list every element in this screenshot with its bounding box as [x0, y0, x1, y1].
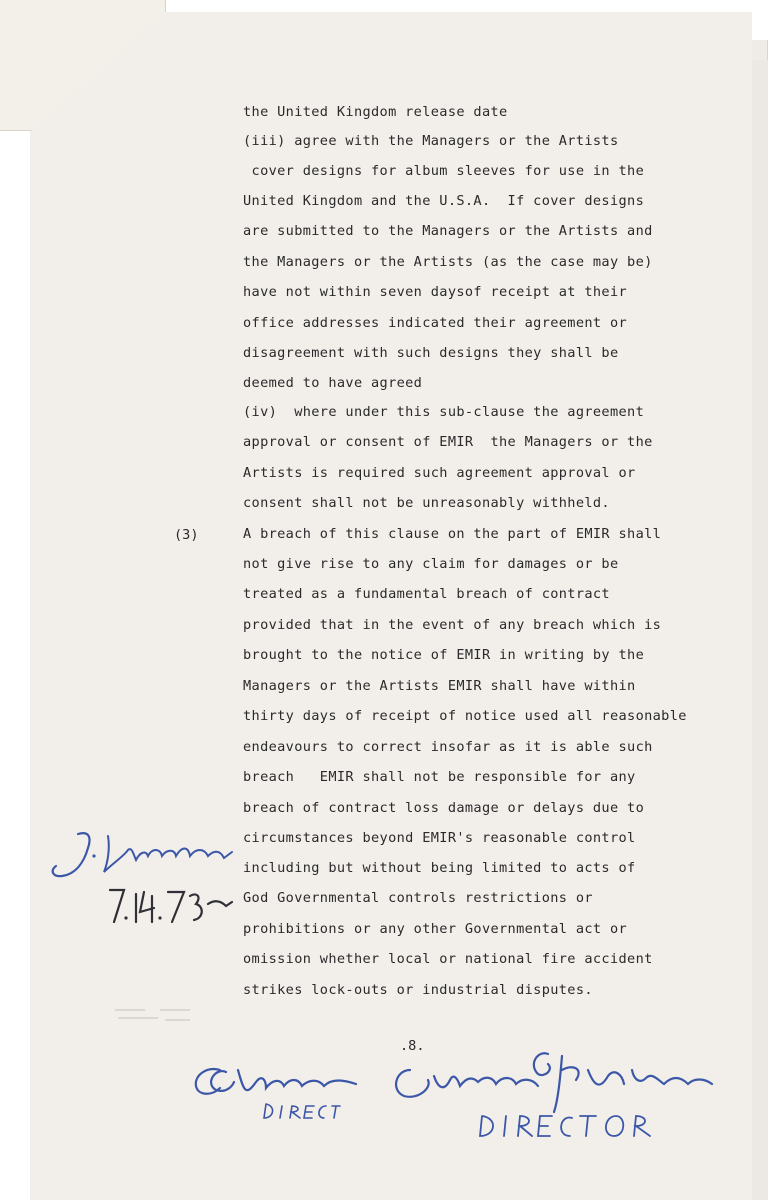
body-line: omission whether local or national fire accident: [243, 951, 653, 967]
body-line: provided that in the event of any breach which is: [243, 617, 662, 633]
body-line: Artists is required such agreement approval or: [243, 465, 636, 481]
body-line: consent shall not be unreasonably withheld.: [243, 495, 610, 511]
body-line: Managers or the Artists EMIR shall have within: [243, 678, 636, 694]
body-line: prohibitions or any other Governmental act or: [243, 921, 628, 937]
body-line: brought to the notice of EMIR in writing by the: [243, 647, 645, 663]
body-line: (iii) agree with the Managers or the Artists: [243, 133, 619, 149]
body-line: thirty days of receipt of notice used all reasonable: [243, 708, 687, 724]
bottom-title-2-mark: [476, 1110, 656, 1140]
body-line: circumstances beyond EMIR's reasonable control: [243, 830, 636, 846]
body-line: endeavours to correct insofar as it is able such: [243, 739, 653, 755]
bottom-title-1-mark: [260, 1096, 350, 1126]
body-line: breach of contract loss damage or delays due to: [243, 800, 645, 816]
body-line: A breach of this clause on the part of EMIR shall: [243, 526, 662, 542]
body-line: deemed to have agreed: [243, 375, 423, 391]
body-line: the Managers or the Artists (as the case may be): [243, 254, 653, 270]
body-line: United Kingdom and the U.S.A. If cover designs: [243, 193, 645, 209]
body-line: breach EMIR shall not be responsible for any: [243, 769, 636, 785]
left-signature-mark: [48, 826, 248, 886]
body-line: approval or consent of EMIR the Managers or the: [243, 434, 653, 450]
body-line: God Governmental controls restrictions or: [243, 890, 593, 906]
page-number: .8.: [400, 1038, 425, 1054]
body-line: including but without being limited to acts of: [243, 860, 636, 876]
body-line: (iv) where under this sub-clause the agreement: [243, 404, 645, 420]
body-line: strikes lock-outs or industrial disputes.: [243, 982, 593, 998]
body-line: cover designs for album sleeves for use in the: [243, 163, 645, 179]
faint-stamp-mark: [110, 1000, 200, 1030]
body-line: treated as a fundamental breach of contract: [243, 586, 610, 602]
clause-number: (3): [174, 527, 199, 543]
body-line: the United Kingdom release date: [243, 104, 508, 120]
body-line: are submitted to the Managers or the Artists and: [243, 223, 653, 239]
bottom-signature-2-mark: [388, 1040, 728, 1120]
body-line: have not within seven daysof receipt at their: [243, 284, 628, 300]
body-line: office addresses indicated their agreement or: [243, 315, 628, 331]
body-line: not give rise to any claim for damages or be: [243, 556, 619, 572]
body-line: disagreement with such designs they shall be: [243, 345, 619, 361]
left-date-mark: [100, 878, 240, 934]
